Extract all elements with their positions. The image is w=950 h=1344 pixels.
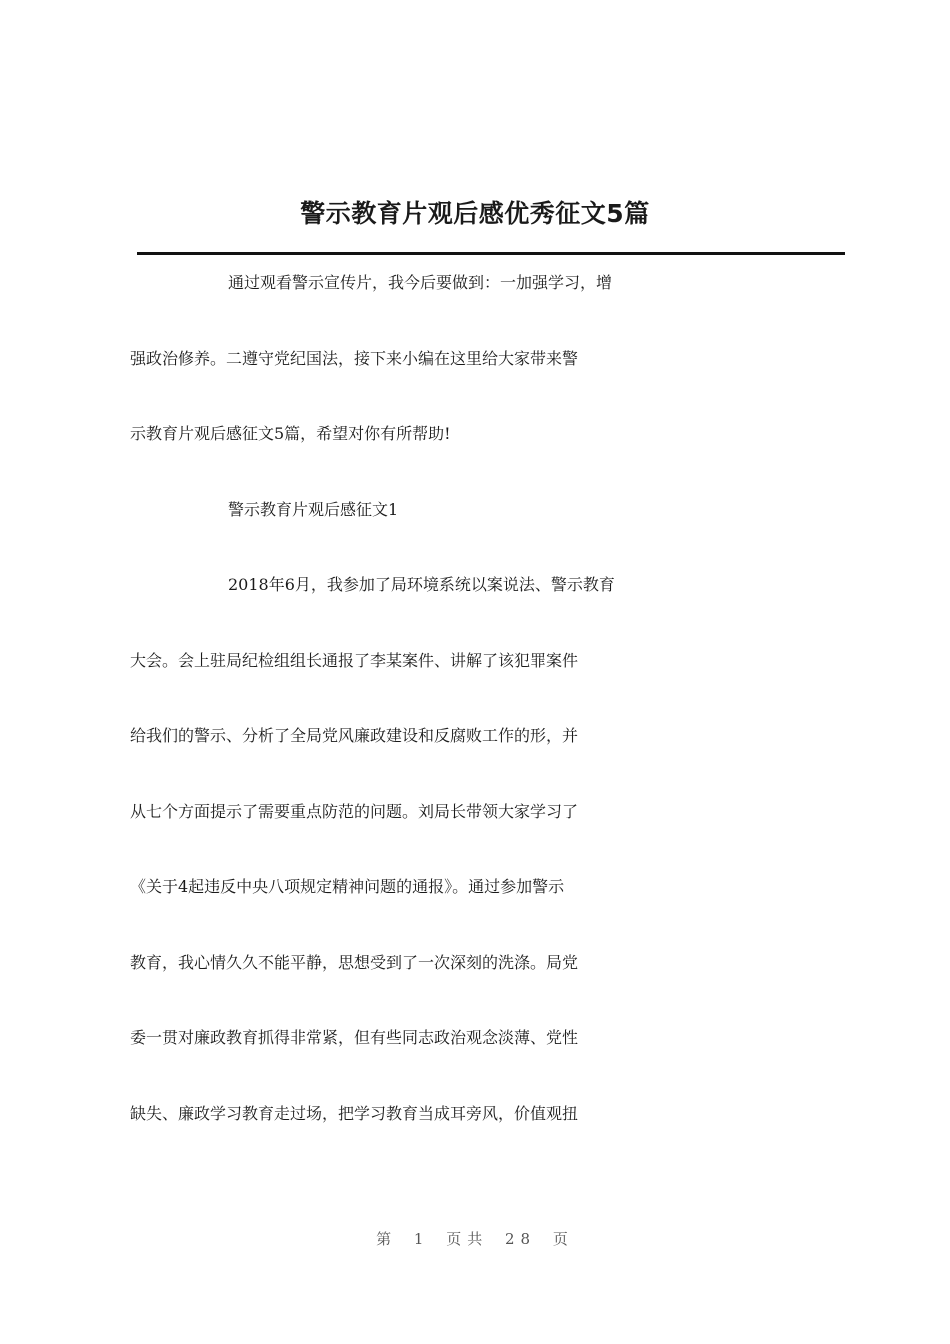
text-line: [130, 950, 842, 1026]
text-line-content: 示教育片观后感征文5篇，希望对你有所帮助!: [130, 424, 451, 443]
text-line: [130, 874, 842, 950]
text-line-content: 2018年6月，我参加了局环境系统以案说法、警示教育: [228, 575, 615, 594]
text-line-content: 委一贯对廉政教育抓得非常紧，但有些同志政治观念淡薄、党性: [130, 1028, 579, 1047]
document-body: [130, 270, 842, 1176]
section-heading: [130, 497, 842, 573]
text-line-content: 给我们的警示、分析了全局党风廉政建设和反腐败工作的形，并: [130, 726, 579, 745]
text-line: [130, 421, 842, 497]
text-line: [130, 799, 842, 875]
text-line: [130, 270, 842, 346]
text-line-content: 教育，我心情久久不能平静，思想受到了一次深刻的洗涤。局党: [130, 952, 579, 972]
section-heading-text: 警示教育片观后感征文1: [228, 499, 399, 519]
text-line: [130, 572, 842, 648]
text-line-content: 《关于4起违反中央八项规定精神问题的通报》。通过参加警示: [130, 877, 565, 896]
text-line-content: 强政治修养。二遵守党纪国法，接下来小编在这里给大家带来警: [130, 348, 579, 368]
title-divider: [137, 252, 845, 255]
text-line: [130, 1101, 842, 1177]
text-line: [130, 723, 842, 799]
text-line: [130, 1025, 842, 1101]
text-line: [130, 648, 842, 724]
document-title: 警示教育片观后感优秀征文5篇: [300, 199, 650, 228]
text-line: [130, 346, 842, 422]
text-line-content: 缺失、廉政学习教育走过场，把学习教育当成耳旁风，价值观扭: [130, 1103, 579, 1123]
text-line-content: 大会。会上驻局纪检组组长通报了李某案件、讲解了该犯罪案件: [130, 650, 579, 670]
text-line-content: 通过观看警示宣传片，我今后要做到：一加强学习，增: [228, 273, 613, 292]
page-number-footer: 第 1 页共 28 页: [376, 1230, 574, 1248]
text-line-content: 从七个方面提示了需要重点防范的问题。刘局长带领大家学习了: [130, 801, 579, 821]
